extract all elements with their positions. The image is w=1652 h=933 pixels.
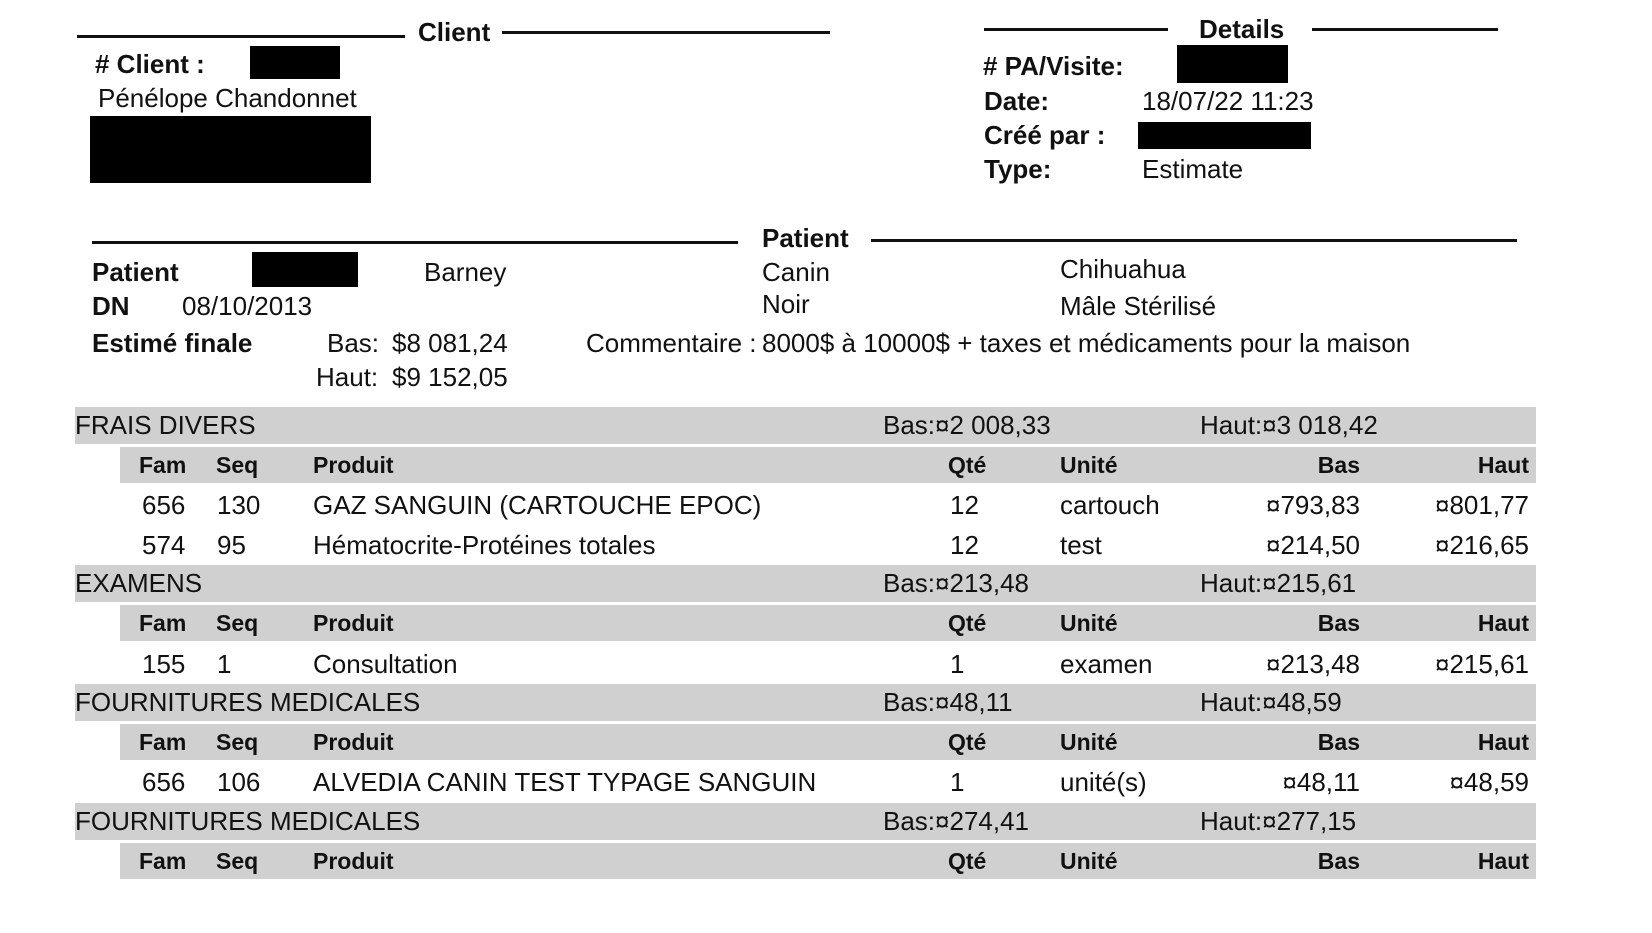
header-seq: Seq [216,610,259,636]
cell-fam: 656 [142,490,186,521]
cell-unit: examen [1060,648,1153,679]
header-fam: Fam [139,451,187,478]
estimate-high-label: Haut: [316,362,379,392]
patient-sex: Mâle Stérilisé [1060,291,1217,321]
header-fam: Fam [139,728,187,755]
details-rule-right [1312,28,1498,31]
cell-product: Hématocrite-Protéines totales [313,529,656,560]
dn-value: 08/10/2013 [182,291,313,321]
header-seq: Seq [216,728,259,755]
cell-high: ¤215,61 [1435,648,1529,679]
cell-high: ¤801,77 [1435,490,1529,521]
category-high-total: Haut:¤48,59 [1200,687,1342,718]
created-by-label: Créé par : [984,120,1106,150]
category-low-total: Bas:¤2 008,33 [883,410,1051,440]
header-low: Bas [1317,728,1360,755]
type-label: Type: [984,154,1052,184]
header-high: Haut [1477,728,1529,755]
cell-unit: test [1060,529,1102,560]
client-id-label: # Client : [95,49,205,79]
header-product: Produit [313,847,394,874]
header-seq: Seq [216,847,259,874]
category-name: FOURNITURES MEDICALES [75,806,421,836]
header-unit: Unité [1060,610,1118,636]
patient-species: Canin [762,257,830,287]
category-high-total: Haut:¤215,61 [1200,568,1357,599]
category-high-total: Haut:¤3 018,42 [1200,410,1378,440]
cell-qty: 1 [950,648,965,679]
date-value: 18/07/22 11:23 [1142,86,1314,116]
cell-unit: cartouch [1060,490,1160,521]
estimate-high-value: $9 152,05 [392,362,508,392]
cell-low: ¤48,11 [1282,767,1360,798]
cell-high: ¤48,59 [1449,767,1529,798]
cell-unit: unité(s) [1060,767,1147,798]
redacted-pa-visit [1177,45,1288,83]
header-seq: Seq [216,451,259,478]
category-name: FOURNITURES MEDICALES [75,687,421,718]
cell-high: ¤216,65 [1435,529,1529,560]
cell-product: ALVEDIA CANIN TEST TYPAGE SANGUIN [313,767,817,798]
redacted-client-id [250,46,340,79]
header-qty: Qté [948,610,987,636]
client-name: Pénélope Chandonnet [98,83,357,113]
cell-qty: 1 [950,767,965,798]
redacted-client-address [90,116,371,183]
patient-name: Barney [424,257,507,287]
header-unit: Unité [1060,451,1118,478]
header-low: Bas [1317,847,1360,874]
cell-product: GAZ SANGUIN (CARTOUCHE EPOC) [313,490,762,521]
header-qty: Qté [948,451,987,478]
cell-low: ¤214,50 [1266,529,1360,560]
patient-breed: Chihuahua [1060,254,1186,284]
header-unit: Unité [1060,728,1118,755]
header-fam: Fam [139,847,187,874]
header-qty: Qté [948,847,987,874]
category-name: FRAIS DIVERS [75,410,256,440]
header-low: Bas [1317,451,1360,478]
type-value: Estimate [1142,154,1244,184]
comment-value: 8000$ à 10000$ + taxes et médicaments pour la maison [762,328,1411,358]
cell-low: ¤213,48 [1266,648,1360,679]
category-high-total: Haut:¤277,15 [1200,806,1357,836]
cell-fam: 155 [142,648,186,679]
cell-qty: 12 [950,490,979,521]
header-product: Produit [313,728,394,755]
cell-seq: 106 [217,767,261,798]
estimate-low-label: Bas: [327,328,380,358]
cell-product: Consultation [313,648,458,679]
client-rule-left [77,35,405,38]
comment-label: Commentaire : [586,328,757,358]
category-name: EXAMENS [75,568,203,599]
header-qty: Qté [948,728,987,755]
cell-fam: 656 [142,767,186,798]
estimate-low-value: $8 081,24 [392,328,508,358]
patient-label: Patient [92,257,179,287]
header-high: Haut [1477,451,1529,478]
header-unit: Unité [1060,847,1118,874]
cell-fam: 574 [142,529,186,560]
header-low: Bas [1317,610,1360,636]
category-low-total: Bas:¤48,11 [883,687,1013,718]
patient-color: Noir [762,289,810,319]
patient-section-title: Patient [762,223,849,253]
estimate-label: Estimé finale [92,328,253,358]
dn-label: DN [92,291,130,321]
header-product: Produit [313,610,394,636]
cell-seq: 95 [217,529,246,560]
header-high: Haut [1477,610,1529,636]
cell-seq: 130 [217,490,261,521]
cell-qty: 12 [950,529,979,560]
patient-rule-right [871,239,1517,242]
category-low-total: Bas:¤213,48 [883,568,1030,599]
client-rule-right [502,31,830,34]
cell-seq: 1 [217,648,232,679]
redacted-created-by [1138,122,1311,149]
date-label: Date: [984,86,1050,116]
header-high: Haut [1477,847,1529,874]
redacted-patient-id [252,252,358,287]
cell-low: ¤793,83 [1266,490,1360,521]
category-low-total: Bas:¤274,41 [883,806,1030,836]
patient-rule-left [92,241,738,244]
pa-visit-label: # PA/Visite: [983,51,1124,81]
client-section-title: Client [418,17,491,47]
header-fam: Fam [139,610,187,636]
header-product: Produit [313,451,394,478]
details-section-title: Details [1199,14,1285,44]
details-rule-left [984,28,1168,31]
